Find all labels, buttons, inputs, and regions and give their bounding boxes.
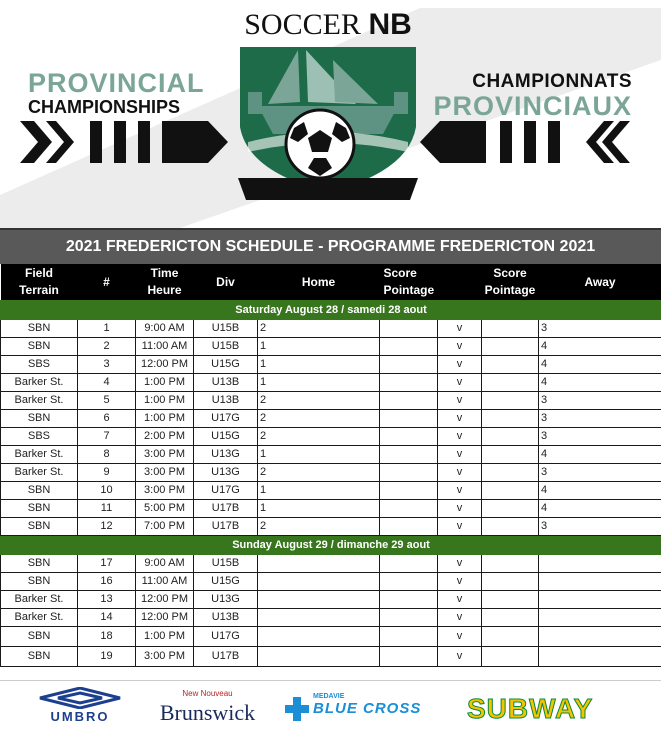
- time-cell: 9:00 AM: [136, 555, 194, 573]
- div-cell: U15B: [194, 320, 258, 338]
- home-cell: 1: [258, 446, 380, 464]
- vs-cell: v: [438, 338, 482, 356]
- home-score-cell: [380, 500, 438, 518]
- time-cell: 1:00 PM: [136, 392, 194, 410]
- div-cell: U15B: [194, 555, 258, 573]
- cross-icon: [285, 697, 309, 721]
- table-row: [1, 410, 661, 428]
- vs-cell: v: [438, 500, 482, 518]
- time-cell: 12:00 PM: [136, 591, 194, 609]
- vs-cell: v: [438, 555, 482, 573]
- vs-cell: v: [438, 356, 482, 374]
- title-english: [28, 70, 228, 118]
- day-label: Sunday August 29 / dimanche 29 aout: [1, 536, 661, 555]
- title-en-line2: CHAMPIONSHIPS: [28, 96, 228, 118]
- div-cell: U15G: [194, 356, 258, 374]
- away-cell: 4: [539, 446, 661, 464]
- schedule-table: [0, 264, 661, 667]
- table-row: [1, 627, 661, 647]
- away-score-cell: [482, 591, 539, 609]
- home-score-cell: [380, 392, 438, 410]
- field-cell: Barker St.: [1, 591, 78, 609]
- home-cell: 2: [258, 392, 380, 410]
- away-score-cell: [482, 482, 539, 500]
- col-time: Time Heure: [136, 264, 194, 301]
- home-cell: 1: [258, 356, 380, 374]
- div-cell: U13G: [194, 591, 258, 609]
- vs-cell: v: [438, 374, 482, 392]
- table-row: [1, 482, 661, 500]
- field-cell: SBN: [1, 500, 78, 518]
- home-score-cell: [380, 410, 438, 428]
- home-score-cell: [380, 518, 438, 536]
- field-cell: SBN: [1, 338, 78, 356]
- home-score-cell: [380, 374, 438, 392]
- col-number: #: [78, 264, 136, 301]
- table-row: [1, 573, 661, 591]
- home-score-cell: [380, 609, 438, 627]
- away-cell: 4: [539, 338, 661, 356]
- schedule-body: [1, 301, 661, 667]
- table-row: [1, 338, 661, 356]
- home-cell: 1: [258, 374, 380, 392]
- nb-small-text: New Nouveau: [150, 687, 265, 701]
- away-score-cell: [482, 428, 539, 446]
- home-score-cell: [380, 482, 438, 500]
- away-cell: 3: [539, 464, 661, 482]
- away-score-cell: [482, 320, 539, 338]
- vs-cell: v: [438, 482, 482, 500]
- field-cell: SBN: [1, 410, 78, 428]
- vs-cell: v: [438, 428, 482, 446]
- nb-big-text: Brunswick: [150, 701, 265, 725]
- home-cell: [258, 609, 380, 627]
- game-number-cell: 6: [78, 410, 136, 428]
- div-cell: U13B: [194, 609, 258, 627]
- field-cell: SBN: [1, 482, 78, 500]
- div-cell: U13B: [194, 392, 258, 410]
- vs-cell: v: [438, 410, 482, 428]
- away-cell: 3: [539, 518, 661, 536]
- away-cell: 3: [539, 320, 661, 338]
- game-number-cell: 10: [78, 482, 136, 500]
- vs-cell: v: [438, 627, 482, 647]
- home-score-cell: [380, 356, 438, 374]
- title-en-line1: PROVINCIAL: [28, 70, 228, 96]
- new-brunswick-logo: [150, 687, 265, 729]
- home-cell: 1: [258, 338, 380, 356]
- day-header-row: [1, 536, 661, 555]
- home-score-cell: [380, 591, 438, 609]
- home-cell: 1: [258, 500, 380, 518]
- div-cell: U13B: [194, 374, 258, 392]
- home-score-cell: [380, 464, 438, 482]
- time-cell: 3:00 PM: [136, 482, 194, 500]
- table-header-row: [1, 264, 661, 301]
- table-row: [1, 647, 661, 667]
- time-cell: 3:00 PM: [136, 647, 194, 667]
- away-score-cell: [482, 609, 539, 627]
- game-number-cell: 12: [78, 518, 136, 536]
- home-score-cell: [380, 338, 438, 356]
- away-cell: [539, 555, 661, 573]
- table-row: [1, 428, 661, 446]
- away-cell: [539, 647, 661, 667]
- game-number-cell: 17: [78, 555, 136, 573]
- time-cell: 9:00 AM: [136, 320, 194, 338]
- soccer-nb-logo-text: [238, 8, 418, 42]
- field-cell: SBN: [1, 647, 78, 667]
- away-cell: 4: [539, 482, 661, 500]
- time-cell: 5:00 PM: [136, 500, 194, 518]
- game-number-cell: 1: [78, 320, 136, 338]
- table-row: [1, 446, 661, 464]
- vs-cell: v: [438, 392, 482, 410]
- col-div: Div: [194, 264, 258, 301]
- table-row: [1, 500, 661, 518]
- medavie-blue-cross-logo: [285, 687, 445, 729]
- away-cell: 4: [539, 374, 661, 392]
- table-row: [1, 374, 661, 392]
- away-score-cell: [482, 627, 539, 647]
- away-score-cell: [482, 555, 539, 573]
- home-cell: 2: [258, 518, 380, 536]
- title-french: [412, 71, 632, 119]
- away-score-cell: [482, 338, 539, 356]
- title-fr-line2: PROVINCIAUX: [412, 93, 632, 119]
- away-score-cell: [482, 356, 539, 374]
- game-number-cell: 3: [78, 356, 136, 374]
- vs-cell: v: [438, 591, 482, 609]
- col-away: Away: [539, 264, 661, 301]
- time-cell: 12:00 PM: [136, 609, 194, 627]
- subway-logo: [467, 687, 617, 729]
- away-score-cell: [482, 518, 539, 536]
- away-cell: [539, 627, 661, 647]
- home-cell: 2: [258, 428, 380, 446]
- time-cell: 12:00 PM: [136, 356, 194, 374]
- home-cell: 2: [258, 464, 380, 482]
- time-cell: 1:00 PM: [136, 410, 194, 428]
- subway-text: SUBWAY: [467, 693, 593, 725]
- game-number-cell: 2: [78, 338, 136, 356]
- div-cell: U15G: [194, 573, 258, 591]
- time-cell: 1:00 PM: [136, 627, 194, 647]
- game-number-cell: 14: [78, 609, 136, 627]
- away-cell: 3: [539, 392, 661, 410]
- table-row: [1, 609, 661, 627]
- game-number-cell: 11: [78, 500, 136, 518]
- title-fr-line1: CHAMPIONNATS: [412, 71, 632, 93]
- field-cell: Barker St.: [1, 464, 78, 482]
- game-number-cell: 16: [78, 573, 136, 591]
- table-row: [1, 591, 661, 609]
- umbro-logo: [30, 687, 130, 729]
- time-cell: 3:00 PM: [136, 446, 194, 464]
- div-cell: U17B: [194, 518, 258, 536]
- vs-cell: v: [438, 609, 482, 627]
- time-cell: 7:00 PM: [136, 518, 194, 536]
- game-number-cell: 18: [78, 627, 136, 647]
- game-number-cell: 5: [78, 392, 136, 410]
- home-score-cell: [380, 627, 438, 647]
- game-number-cell: 8: [78, 446, 136, 464]
- table-row: [1, 320, 661, 338]
- umbro-diamond-icon: [30, 687, 130, 709]
- home-cell: 1: [258, 482, 380, 500]
- away-cell: 3: [539, 428, 661, 446]
- right-stripes-decoration: [420, 121, 630, 163]
- away-cell: [539, 609, 661, 627]
- div-cell: U17B: [194, 647, 258, 667]
- day-header-row: [1, 301, 661, 320]
- field-cell: SBN: [1, 555, 78, 573]
- div-cell: U17B: [194, 500, 258, 518]
- sponsor-bar: [0, 680, 661, 736]
- home-score-cell: [380, 555, 438, 573]
- home-cell: [258, 591, 380, 609]
- home-cell: [258, 647, 380, 667]
- field-cell: Barker St.: [1, 446, 78, 464]
- home-score-cell: [380, 320, 438, 338]
- left-stripes-decoration: [20, 121, 228, 163]
- away-cell: [539, 591, 661, 609]
- div-cell: U15G: [194, 428, 258, 446]
- game-number-cell: 4: [78, 374, 136, 392]
- away-score-cell: [482, 464, 539, 482]
- bc-big-text: BLUE CROSS: [313, 700, 421, 717]
- div-cell: U17G: [194, 410, 258, 428]
- home-score-cell: [380, 573, 438, 591]
- field-cell: SBS: [1, 428, 78, 446]
- away-cell: [539, 573, 661, 591]
- col-score-away: Score Pointage: [482, 264, 539, 301]
- vs-cell: v: [438, 518, 482, 536]
- game-number-cell: 9: [78, 464, 136, 482]
- home-cell: [258, 555, 380, 573]
- home-score-cell: [380, 647, 438, 667]
- away-score-cell: [482, 500, 539, 518]
- col-home: Home: [258, 264, 380, 301]
- div-cell: U13G: [194, 446, 258, 464]
- vs-cell: v: [438, 446, 482, 464]
- div-cell: U17G: [194, 627, 258, 647]
- away-score-cell: [482, 647, 539, 667]
- home-cell: [258, 573, 380, 591]
- field-cell: SBN: [1, 573, 78, 591]
- home-cell: 2: [258, 410, 380, 428]
- div-cell: U17G: [194, 482, 258, 500]
- field-cell: Barker St.: [1, 374, 78, 392]
- schedule-section: [0, 228, 661, 667]
- logo-nb: NB: [368, 8, 411, 41]
- div-cell: U15B: [194, 338, 258, 356]
- game-number-cell: 19: [78, 647, 136, 667]
- field-cell: SBS: [1, 356, 78, 374]
- time-cell: 11:00 AM: [136, 338, 194, 356]
- vs-cell: v: [438, 647, 482, 667]
- field-cell: Barker St.: [1, 392, 78, 410]
- game-number-cell: 7: [78, 428, 136, 446]
- game-number-cell: 13: [78, 591, 136, 609]
- time-cell: 3:00 PM: [136, 464, 194, 482]
- field-cell: SBN: [1, 320, 78, 338]
- home-score-cell: [380, 446, 438, 464]
- schedule-title: 2021 FREDERICTON SCHEDULE - PROGRAMME FREDERICTON 2021: [0, 228, 661, 264]
- away-score-cell: [482, 392, 539, 410]
- away-cell: 4: [539, 500, 661, 518]
- home-cell: [258, 627, 380, 647]
- home-cell: 2: [258, 320, 380, 338]
- soccer-nb-shield-icon: [238, 42, 418, 217]
- field-cell: SBN: [1, 518, 78, 536]
- bc-small-text: MEDAVIE: [313, 693, 344, 700]
- away-cell: 3: [539, 410, 661, 428]
- vs-cell: v: [438, 320, 482, 338]
- time-cell: 2:00 PM: [136, 428, 194, 446]
- vs-cell: v: [438, 573, 482, 591]
- table-row: [1, 464, 661, 482]
- away-score-cell: [482, 446, 539, 464]
- table-row: [1, 392, 661, 410]
- col-score-home: Score Pointage: [380, 264, 482, 301]
- time-cell: 11:00 AM: [136, 573, 194, 591]
- umbro-text: UMBRO: [30, 709, 130, 725]
- table-row: [1, 518, 661, 536]
- header-banner: [0, 0, 661, 228]
- vs-cell: v: [438, 464, 482, 482]
- away-cell: 4: [539, 356, 661, 374]
- table-row: [1, 356, 661, 374]
- col-field: Field Terrain: [1, 264, 78, 301]
- away-score-cell: [482, 410, 539, 428]
- field-cell: SBN: [1, 627, 78, 647]
- logo-soccer: SOCCER: [244, 8, 361, 41]
- away-score-cell: [482, 374, 539, 392]
- div-cell: U13G: [194, 464, 258, 482]
- table-row: [1, 555, 661, 573]
- day-label: Saturday August 28 / samedi 28 aout: [1, 301, 661, 320]
- away-score-cell: [482, 573, 539, 591]
- time-cell: 1:00 PM: [136, 374, 194, 392]
- home-score-cell: [380, 428, 438, 446]
- field-cell: Barker St.: [1, 609, 78, 627]
